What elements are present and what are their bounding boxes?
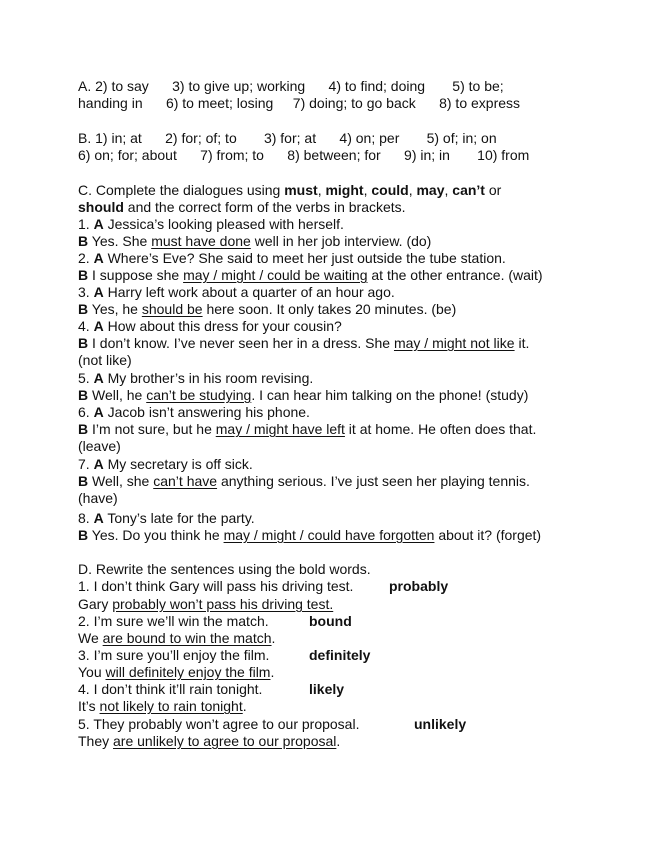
dialogue-6-b-cont: (leave) — [78, 438, 121, 454]
speaker-a: A — [93, 216, 104, 232]
keyword-may: may — [416, 182, 445, 198]
dialogue-5-b — [78, 387, 528, 404]
item-number: 6. — [78, 404, 94, 420]
answer-suffix: . — [242, 698, 247, 714]
speaker-b-text: Well, he — [88, 387, 147, 403]
section-b-line-2: 6) on; for; about 7) from; to 8) between; for 9) in; in 10) from — [78, 147, 530, 163]
dialogue-1-b — [78, 233, 431, 250]
speaker-b-text: . I can hear him talking on the phone! (study) — [251, 387, 529, 403]
separator: , — [317, 182, 326, 198]
speaker-a-text: Jessica’s looking pleased with herself. — [103, 216, 344, 232]
dialogue-8-b — [78, 527, 541, 544]
intro-text: or — [484, 182, 502, 198]
speaker-a: A — [93, 370, 104, 386]
speaker-b-text: Yes. She — [88, 233, 152, 249]
speaker-b-text: here soon. It only takes 20 minutes. (be) — [202, 301, 457, 317]
dialogue-2-b — [78, 267, 543, 284]
rewrite-answer-1 — [78, 596, 333, 613]
answer-prefix: They — [78, 733, 114, 749]
dialogue-3-b — [78, 301, 456, 318]
answer-prefix: We — [78, 630, 103, 646]
section-c-intro-line-2 — [78, 199, 406, 216]
section-c-intro-line-1 — [78, 182, 501, 199]
answer: can’t be studying — [146, 387, 252, 403]
rewrite-question-1: 1. I don’t think Gary will pass his driving test. — [78, 578, 354, 594]
speaker-b: B — [78, 421, 89, 437]
speaker-b-text: at the other entrance. (wait) — [367, 267, 543, 283]
speaker-b-text: I suppose she — [88, 267, 184, 283]
speaker-b: B — [78, 267, 89, 283]
dialogue-5-a — [78, 370, 313, 387]
item-number: 4. — [78, 318, 94, 334]
rewrite-question-4: 4. I don’t think it’ll rain tonight. — [78, 681, 263, 697]
speaker-b-text: it at home. He often does that. — [344, 421, 537, 437]
speaker-b-text: I don’t know. I’ve never seen her in a dress. She — [88, 335, 394, 351]
speaker-b: B — [78, 335, 89, 351]
rewrite-question-3: 3. I’m sure you’ll enjoy the film. — [78, 647, 270, 663]
item-number: 7. — [78, 456, 94, 472]
section-a-line-1: A. 2) to say 3) to give up; working 4) to find; doing 5) to be; — [78, 78, 504, 94]
dialogue-8-a — [78, 510, 255, 527]
speaker-a-text: Jacob isn’t answering his phone. — [103, 404, 310, 420]
answer-suffix: . — [271, 630, 276, 646]
speaker-a-text: Tony’s late for the party. — [103, 510, 255, 526]
answer: should be — [141, 301, 203, 317]
speaker-a: A — [93, 318, 104, 334]
answer-suffix: . — [270, 664, 275, 680]
keyword-cant: can’t — [452, 182, 485, 198]
speaker-a: A — [93, 456, 104, 472]
item-number: 8. — [78, 510, 94, 526]
speaker-a: A — [93, 284, 104, 300]
answer: are unlikely to agree to our proposal — [113, 733, 337, 749]
keyword-should: should — [78, 199, 124, 215]
section-b-line-1: B. 1) in; at 2) for; of; to 3) for; at 4) on; per 5) of; in; on — [78, 130, 497, 146]
keyword-must: must — [284, 182, 318, 198]
separator: , — [363, 182, 372, 198]
rewrite-answer-5 — [78, 733, 340, 750]
speaker-a-text: How about this dress for your cousin? — [103, 318, 342, 334]
item-number: 2. — [78, 250, 94, 266]
speaker-b-text: it. — [514, 335, 530, 351]
answer-prefix: Gary — [78, 596, 113, 612]
answer-prefix: It’s — [78, 698, 100, 714]
rewrite-keyword-1: probably — [389, 578, 449, 594]
dialogue-7-a — [78, 456, 253, 473]
answer: may / might not like — [393, 335, 515, 351]
speaker-b-text: Well, she — [88, 473, 154, 489]
answer: will definitely enjoy the film — [105, 664, 271, 680]
dialogue-7-b — [78, 473, 530, 490]
speaker-b: B — [78, 387, 89, 403]
speaker-b-text: Yes, he — [88, 301, 142, 317]
speaker-b-text: well in her job interview. (do) — [250, 233, 432, 249]
rewrite-question-5: 5. They probably won’t agree to our proposal. — [78, 716, 360, 732]
dialogue-6-b — [78, 421, 536, 438]
item-number: 1. — [78, 216, 94, 232]
speaker-a: A — [93, 510, 104, 526]
speaker-a-text: My secretary is off sick. — [103, 456, 253, 472]
dialogue-4-a — [78, 318, 342, 335]
intro-text: and the correct form of the verbs in brackets. — [123, 199, 406, 215]
separator: , — [408, 182, 417, 198]
speaker-b-text: anything serious. I’ve just seen her playing tennis. — [217, 473, 530, 489]
speaker-a-text: Harry left work about a quarter of an hour ago. — [103, 284, 395, 300]
rewrite-keyword-3: definitely — [309, 647, 371, 663]
keyword-could: could — [371, 182, 409, 198]
rewrite-keyword-4: likely — [309, 681, 345, 697]
answer: can’t have — [153, 473, 218, 489]
speaker-b-text: Yes. Do you think he — [88, 527, 224, 543]
speaker-b-text: about it? (forget) — [434, 527, 542, 543]
answer-suffix: . — [336, 733, 341, 749]
speaker-b: B — [78, 527, 89, 543]
answer: may / might / could have forgotten — [223, 527, 435, 543]
speaker-b: B — [78, 233, 89, 249]
dialogue-3-a — [78, 284, 395, 301]
item-number: 3. — [78, 284, 94, 300]
answer: are bound to win the match — [102, 630, 272, 646]
dialogue-7-b-cont: (have) — [78, 490, 118, 506]
section-d-intro: D. Rewrite the sentences using the bold words. — [78, 561, 371, 577]
keyword-might: might — [325, 182, 364, 198]
answer: not likely to rain tonight — [99, 698, 243, 714]
dialogue-6-a — [78, 404, 310, 421]
intro-text: C. Complete the dialogues using — [78, 182, 285, 198]
dialogue-4-b — [78, 335, 529, 352]
answer: may / might / could be waiting — [183, 267, 368, 283]
separator: , — [444, 182, 453, 198]
speaker-a-text: My brother’s in his room revising. — [103, 370, 314, 386]
speaker-a: A — [93, 404, 104, 420]
rewrite-answer-3 — [78, 664, 274, 681]
item-number: 5. — [78, 370, 94, 386]
answer: must have done — [151, 233, 251, 249]
answer: may / might have left — [215, 421, 345, 437]
rewrite-answer-2 — [78, 630, 275, 647]
rewrite-keyword-5: unlikely — [414, 716, 467, 732]
dialogue-4-b-cont: (not like) — [78, 352, 132, 368]
section-a-line-2: handing in 6) to meet; losing 7) doing; to go back 8) to express — [78, 95, 521, 111]
rewrite-question-2: 2. I’m sure we’ll win the match. — [78, 613, 269, 629]
dialogue-2-a — [78, 250, 506, 267]
rewrite-keyword-2: bound — [309, 613, 352, 629]
dialogue-1-a — [78, 216, 344, 233]
speaker-a: A — [93, 250, 104, 266]
speaker-b-text: I’m not sure, but he — [88, 421, 216, 437]
speaker-b: B — [78, 473, 89, 489]
answer: probably won’t pass his driving test. — [112, 596, 334, 612]
answer-prefix: You — [78, 664, 106, 680]
speaker-b: B — [78, 301, 89, 317]
rewrite-answer-4 — [78, 698, 247, 715]
speaker-a-text: Where’s Eve? She said to meet her just outside the tube station. — [103, 250, 506, 266]
